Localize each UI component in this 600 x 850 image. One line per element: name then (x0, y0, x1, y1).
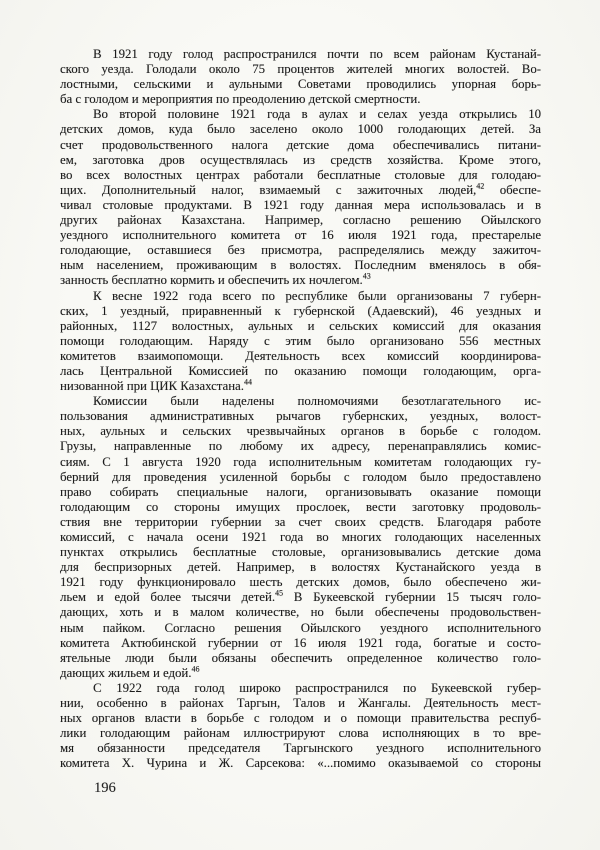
text-line: занность бесплатно кормить и обеспечить их ночлегом.$^{43}$ (60, 272, 371, 288)
text-line: пользования административных рычагов губернских, уездных, волост- (60, 409, 541, 424)
text-line: ных, аульных и сельских чрезвычайных органов в борьбе с голодом. (60, 424, 541, 439)
text-line: ным пайком. Согласно решения Ойылского уездного исполнительного (60, 620, 541, 635)
paragraph (60, 681, 541, 772)
footnote-ref: 44 (243, 377, 252, 387)
text-line: чивал столовые продуктами. В 1921 году данная мера использовалась и в (60, 197, 541, 212)
text-line: Грузы, направленные по любому их адресу, перенаправлялись комис- (60, 439, 541, 454)
text-line: ем, заготовка дров осуществлялась из средств хозяйства. Кроме этого, (60, 152, 541, 167)
paragraph (60, 289, 541, 395)
page-number: 196 (94, 780, 116, 796)
text-line: В 1921 году голод распространился почти по всем районам Кустанай- (93, 47, 541, 61)
text-line: лась Центральной Комиссией по оказанию помощи голодающим, орга- (60, 363, 541, 378)
text-line: дающих, хоть и в малом количестве, но были обеспечены продовольствен- (60, 605, 541, 620)
text-line: нии, особенно в районах Таргын, Талов и Жангалы. Деятельность мест- (60, 696, 541, 711)
text-line: лостными, сельскими и аульными Советами проводились упорная борь- (60, 77, 541, 92)
text-line: ятельные люди были обязаны обеспечить определенное количество голо- (60, 650, 541, 665)
text-line: комиссий, с начала осени 1921 года во многих голодающих населенных (60, 530, 541, 544)
text-line: К весне 1922 года всего по республике были организованы 7 губерн- (93, 288, 541, 303)
footnote-ref: 46 (191, 664, 200, 674)
text-line: 1921 году функционировало шесть детских домов, было обеспечено жи- (60, 575, 541, 590)
text-line: С 1922 года голод широко распространился по Букеевской губер- (93, 680, 541, 695)
text-line: комитета Х. Чурина и Ж. Сарсекова: «...помимо оказываемой со стороны (60, 756, 541, 771)
text-line: Во второй половине 1921 года в аулах и селах уезда открылись 10 (93, 107, 541, 122)
text-line: ба с голодом и мероприятия по преодолению детской смертности. (60, 92, 421, 107)
text-line: голодающим со стороны имущих прослоек, вести заготовку продоволь- (60, 499, 541, 514)
text-line: других районах Казахстана. Например, согласно решению Ойылского (60, 213, 541, 228)
text-line: комитетов взаимопомощи. Деятельность всех комиссий координирова- (60, 348, 541, 363)
text-line: детских домов, куда было заселено около 1000 голодающих детей. За (60, 122, 541, 137)
text-line: голодающие, оставшиеся без присмотра, распределялись между зажиточ- (60, 243, 541, 258)
text-line: районных, 1127 волостных, аульных и сельских комиссий для оказания (60, 318, 541, 333)
text-line: льем и едой более тысячи детей.$^{45}$ В Букеевской губернии 15 тысяч голо- (60, 589, 541, 605)
paragraph (60, 47, 541, 107)
text-line: мя обязанности председателя Таргынского уездного исполнительного (60, 741, 541, 756)
text-line: ских, 1 уездный, приравненный к губернской (Адаевский), 46 уездных и (60, 303, 541, 318)
text-line: пунктах открылись бесплатные столовые, организовывались детские дома (60, 545, 541, 560)
text-line: лики голодающим районам иллюстрируют слова исполняющих в то вре- (60, 726, 541, 741)
text-line: для беспризорных детей. Например, в волостях Кустанайского уезда в (60, 560, 541, 575)
text-line: право собирать специальные налоги, организовывать оказание помощи (60, 484, 541, 499)
text-line: берний для проведения усиленной борьбы с голодом было предоставлено (60, 469, 541, 484)
text-line: щих. Дополнительный налог, взимаемый с зажиточных людей,$^{42}$ обеспе- (60, 181, 541, 197)
paragraph (60, 394, 541, 681)
footnote-ref: 42 (476, 181, 485, 191)
footnote-ref: 43 (362, 272, 371, 282)
text-line: ского уезда. Голодали около 75 процентов жителей многих волостей. Во- (60, 62, 541, 77)
text-line: дающих жильем и едой.$^{46}$ (60, 664, 200, 680)
text-block (60, 47, 541, 772)
text-line: ным населением, проживающим в волостях. Последним вменялось в обя- (60, 258, 541, 273)
text-line: сиям. С 1 августа 1920 года исполнительным комитетам голодающих гу- (60, 454, 541, 469)
paragraph (60, 107, 541, 288)
text-line: Комиссии были наделены полномочиями безотлагательного ис- (93, 394, 541, 409)
text-line: низованной при ЦИК Казахстана.$^{44}$ (60, 377, 252, 394)
text-line: счет продовольственного налога детские дома обеспечивались питани- (60, 137, 541, 152)
text-line: помощи голодающим. Наряду с этим было организовано 556 местных (60, 333, 541, 348)
text-line: ствия вне территории губернии за счет своих средств. Благодаря работе (60, 514, 541, 529)
footnote-ref: 45 (275, 589, 284, 599)
text-line: ных органов власти в борьбе с голодом и о помощи правительства респуб- (60, 711, 541, 726)
text-line: комитета Актюбинской губернии от 16 июля 1921 года, богатые и состо- (60, 635, 541, 650)
text-line: во всех волостных центрах работали бесплатные столовые для голодаю- (60, 167, 541, 182)
text-line: уездного исполнительного комитета от 16 июля 1921 года, престарелые (60, 228, 541, 243)
